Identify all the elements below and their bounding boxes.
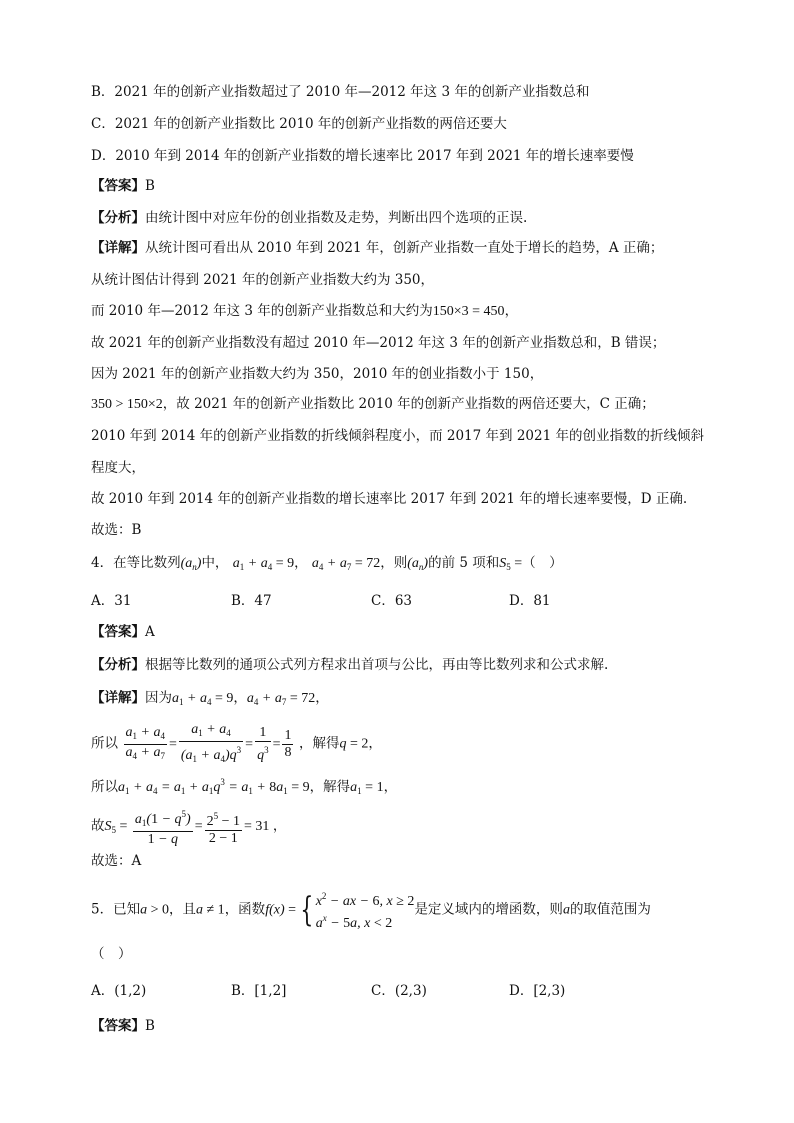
option-c: C．63 (371, 593, 413, 609)
q3-detail-2: 从统计图估计得到 2021 年的创新产业指数大约为 350， (91, 272, 434, 288)
option-b: B．[1,2] (231, 983, 287, 999)
q3-detail-4: 故 2021 年的创新产业指数没有超过 2010 年—2012 年这 3 年的创新产业指数总和，B 错误； (91, 335, 666, 351)
q5-answer (91, 1016, 155, 1036)
q5-options (91, 981, 565, 1001)
q3-choose: 故选：B (91, 522, 142, 538)
answer-label: 【答案】 (91, 1018, 145, 1034)
analysis-text: 由统计图中对应年份的创业指数及走势，判断出四个选项的正误. (145, 210, 528, 226)
math-expr: 150×3 = 450 (432, 304, 505, 319)
analysis-label: 【分析】 (91, 657, 145, 673)
detail-label: 【详解】 (91, 690, 145, 706)
option-a: A．(1,2) (91, 983, 147, 999)
answer-value: B (145, 178, 155, 194)
math-expr: 350 > 150×2 (91, 397, 163, 412)
q3-detail-6: 350 > 150×2，故 2021 年的创新产业指数比 2010 年的创新产业指数的两倍还要大，C 正确； (91, 396, 655, 412)
q3-answer (91, 176, 155, 196)
option-a: A．31 (91, 593, 132, 609)
q4-detail-1: 【详解】因为$a_1 + a_4 = 9$，$a_4 + a_7 = 72$， (91, 690, 329, 707)
q3-detail-3: 而 2010 年—2012 年这 3 年的创新产业指数总和大约为150×3 = 450， (91, 303, 519, 319)
q3-detail-7: 2010 年到 2014 年的创新产业指数的折线倾斜程度小，而 2017 年到 2021 年的创业指数的折线倾斜 (91, 428, 704, 444)
q4-detail-3: 所以$a_1 + a_4 = a_1 + a_1q^3 = a_1 + 8a_1 = 9$，解得$a_1 = 1$， (91, 777, 398, 796)
piecewise-function: { $x^2$ − ax − 6, x ≥ 2 $a^x - 5a$, x < 2 (300, 890, 415, 931)
option-b: B．47 (231, 593, 272, 609)
q4-choose: 故选：A (91, 853, 142, 869)
q4-detail-2: 所以 $\frac{a_1 + a_4}{a_4 + a_7}$ = $\frac{a_1 + a_4}{(a_1 + a_4)q^3}$ = $\frac{1}{q^3}$ = $\frac{1}{8}$ ，解得q = 2， (91, 722, 382, 764)
analysis-label: 【分析】 (91, 210, 145, 226)
q4-detail-4: 故$S_5$ = $\frac{a_1(1 - q^5)}{1 - q}$ = $\frac{2^5 - 1}{2 - 1}$ = 31 ， (91, 806, 286, 849)
q3-detail-1 (91, 238, 663, 258)
q3-analysis (91, 208, 527, 228)
q3-detail-9: 故 2010 年到 2014 年的创新产业指数的增长速率比 2017 年到 2021 年的增长速率要慢，D 正确. (91, 491, 688, 507)
answer-label: 【答案】 (91, 624, 145, 640)
q4-stem: 4．在等比数列$(a_n)$中， $a_1 + a_4 = 9$， $a_4 + a_7 = 72$，则$(a_n)$的前 5 项和$S_5$ =（ ） (91, 555, 563, 572)
answer-value: B (145, 1018, 155, 1034)
q3-option-d: D．2010 年到 2014 年的创新产业指数的增长速率比 2017 年到 2021 年的增长速率要慢 (91, 148, 634, 164)
q3-option-b: B．2021 年的创新产业指数超过了 2010 年—2012 年这 3 年的创新产业指数总和 (91, 84, 590, 100)
answer-value: A (145, 624, 155, 640)
q5-paren: （ ） (91, 946, 132, 962)
q5-stem: 5．已知a > 0，且a ≠ 1，函数f(x) = { $x^2$ − ax − 6, x ≥ 2 $a^x - 5a$, x < 2 是定义域内的增函数，则a的取值范围为 (91, 890, 651, 931)
q3-option-c: C．2021 年的创新产业指数比 2010 年的创新产业指数的两倍还要大 (91, 116, 507, 132)
q3-detail-5: 因为 2021 年的创新产业指数大约为 350，2010 年的创业指数小于 150， (91, 366, 544, 382)
analysis-text: 根据等比数列的通项公式列方程求出首项与公比，再由等比数列求和公式求解. (145, 657, 609, 673)
detail-text: 从统计图可看出从 2010 年到 2021 年，创新产业指数一直处于增长的趋势，A 正确； (145, 240, 664, 256)
q4-answer (91, 622, 155, 642)
answer-label: 【答案】 (91, 178, 145, 194)
q3-detail-8: 程度大， (91, 460, 145, 476)
detail-label: 【详解】 (91, 240, 145, 256)
option-d: D．81 (509, 593, 551, 609)
option-c: C．(2,3) (371, 983, 427, 999)
q4-analysis (91, 655, 608, 675)
option-d: D．[2,3) (509, 983, 566, 999)
q4-options (91, 591, 551, 611)
